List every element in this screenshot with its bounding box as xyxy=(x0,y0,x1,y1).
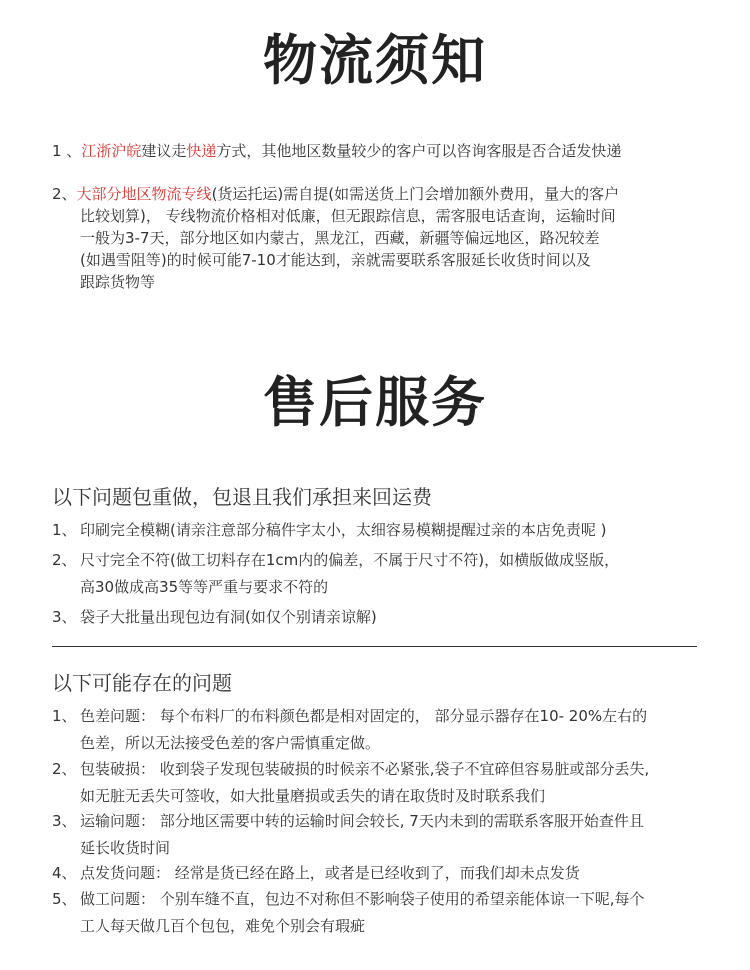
item-text: 包装破损： 收到袋子发现包装破损的时候亲不必紧张,袋子不宜碎但容易脏或部分丢失, xyxy=(80,760,650,778)
item-text: (货运托运)需自提(如需送货上门会增加额外费用，量大的客户 xyxy=(211,185,620,203)
highlight-logistics: 大部分地区物流专线 xyxy=(76,185,212,203)
after-sales-item xyxy=(52,547,712,601)
item-text: 色差问题： 每个布料厂的布料颜色都是相对固定的， 部分显示器存在10- 20%左右的 xyxy=(80,707,648,725)
item-number: 1、 xyxy=(52,707,77,725)
after-sales-item xyxy=(52,517,712,544)
item-number: 1 、 xyxy=(52,142,82,160)
item-number: 5、 xyxy=(52,890,77,908)
item-text: 印刷完全模糊(请亲注意部分稿件字太小，太细容易模糊提醒过亲的本店免责呢 ) xyxy=(80,521,607,539)
item-text: 如无脏无丢失可签收，如大批量磨损或丢失的请在取货时及时联系我们 xyxy=(80,787,546,805)
section-divider xyxy=(52,646,697,647)
item-number: 1、 xyxy=(52,521,77,539)
item-text: 运输问题： 部分地区需要中转的运输时间会较长, 7天内未到的需联系客服开始查件且 xyxy=(80,812,644,830)
item-text: 高30做成高35等等严重与要求不符的 xyxy=(80,578,329,596)
highlight-region: 江浙沪皖 xyxy=(81,142,142,160)
item-number: 2、 xyxy=(52,185,77,203)
issue-item xyxy=(52,808,712,862)
possible-issues-heading: 以下可能存在的问题 xyxy=(52,671,232,695)
issue-item xyxy=(52,756,712,810)
item-text: 延长收货时间 xyxy=(80,839,171,857)
issue-item xyxy=(52,886,712,940)
item-line: (如遇雪阻等)的时候可能7-10才能达到，亲就需要联系客服延长收货时间以及 xyxy=(80,251,591,269)
after-sales-heading: 以下问题包重做，包退且我们承担来回运费 xyxy=(52,485,432,509)
highlight-express: 快递 xyxy=(186,142,217,160)
item-text: 点发货问题： 经常是货已经在路上，或者是已经收到了，而我们却未点发货 xyxy=(80,864,580,882)
shipping-item-1 xyxy=(52,140,712,162)
item-number: 4、 xyxy=(52,864,77,882)
item-line: 一般为3-7天，部分地区如内蒙古，黑龙江，西藏，新疆等偏远地区，路况较差 xyxy=(80,229,600,247)
item-line: 跟踪货物等 xyxy=(80,273,156,291)
item-text: 尺寸完全不符(做工切料存在1cm内的偏差，不属于尺寸不符)，如横版做成竖版， xyxy=(80,551,620,569)
item-text: 工人每天做几百个包包，难免个别会有瑕疵 xyxy=(80,917,366,935)
item-number: 2、 xyxy=(52,551,77,569)
issue-item xyxy=(52,703,712,757)
item-number: 3、 xyxy=(52,812,77,830)
item-text: 方式，其他地区数量较少的客户可以咨询客服是否合适发快递 xyxy=(216,142,622,160)
issue-item xyxy=(52,860,712,887)
item-number: 2、 xyxy=(52,760,77,778)
after-sales-item xyxy=(52,604,712,631)
shipping-item-2 xyxy=(52,183,712,293)
item-text: 做工问题： 个别车缝不直，包边不对称但不影响袋子使用的希望亲能体谅一下呢,每个 xyxy=(80,890,645,908)
item-number: 3、 xyxy=(52,608,77,626)
item-text: 色差，所以无法接受色差的客户需慎重定做。 xyxy=(80,734,381,752)
item-line xyxy=(52,183,712,205)
item-line: 比较划算)， 专线物流价格相对低廉，但无跟踪信息，需客服电话查询，运输时间 xyxy=(80,207,616,225)
item-text: 袋子大批量出现包边有洞(如仅个别请亲谅解) xyxy=(80,608,377,626)
after-sales-title: 售后服务 xyxy=(263,371,487,434)
shipping-title: 物流须知 xyxy=(263,29,487,92)
item-text: 建议走 xyxy=(141,142,187,160)
